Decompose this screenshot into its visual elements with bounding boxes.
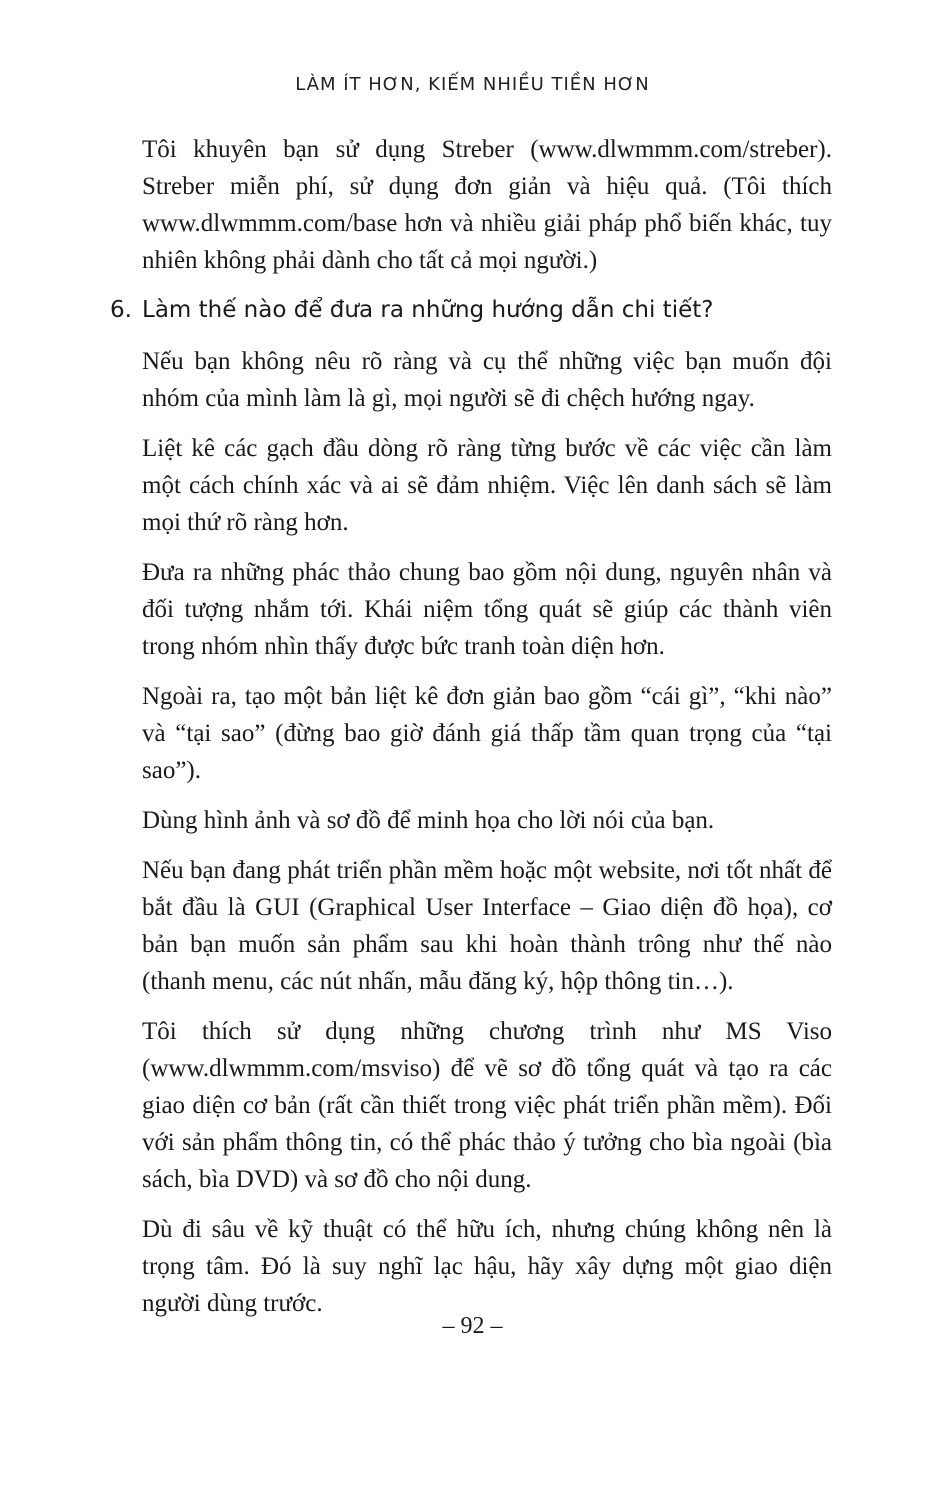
paragraph-technical-focus: Dù đi sâu về kỹ thuật có thể hữu ích, nhưng chúng không nên là trọng tâm. Đó là suy nghĩ lạc hậu, hãy xây dựng một giao diện người dùng trước. <box>142 1216 832 1317</box>
paragraph-streber-recommendation: Tôi khuyên bạn sử dụng Streber (www.dlwmmm.com/streber). Streber miễn phí, sử dụng đơn giản và hiệu quả. (Tôi thích www.dlwmmm.com/base hơn và nhiều giải pháp phổ biến khác, tuy nhiên không phải dành cho tất cả mọi người.) <box>142 136 832 274</box>
page-body <box>110 131 832 1335</box>
paragraph-gui: Nếu bạn đang phát triển phần mềm hoặc một website, nơi tốt nhất để bắt đầu là GUI (Graphical User Interface – Giao diện đồ họa), cơ bản bạn muốn sản phẩm sau khi hoàn thành trông như thế nào (thanh menu, các nút nhấn, mẫu đăng ký, hộp thông tin…). <box>142 857 832 995</box>
paragraph-general-outline: Đưa ra những phác thảo chung bao gồm nội dung, nguyên nhân và đối tượng nhắm tới. Khái niệm tổng quát sẽ giúp các thành viên trong nhóm nhìn thấy được bức tranh toàn diện hơn. <box>142 559 832 660</box>
paragraph-ms-viso: Tôi thích sử dụng những chương trình như MS Viso (www.dlwmmm.com/msviso) để vẽ sơ đồ tổng quát và tạo ra các giao diện cơ bản (rất cần thiết trong việc phát triển phần mềm). Đối với sản phẩm thông tin, có thể phác thảo ý tưởng cho bìa ngoài (bìa sách, bìa DVD) và sơ đồ cho nội dung. <box>142 1018 832 1193</box>
section-heading <box>110 292 832 329</box>
page-number: – 92 – <box>442 1313 503 1339</box>
section-title: Làm thế nào để đưa ra những hướng dẫn chi tiết? <box>142 297 714 323</box>
paragraph-images-diagrams: Dùng hình ảnh và sơ đồ để minh họa cho lời nói của bạn. <box>142 807 715 834</box>
paragraph-clear-instructions: Nếu bạn không nêu rõ ràng và cụ thể những việc bạn muốn đội nhóm của mình làm là gì, mọi người sẽ đi chệch hướng ngay. <box>142 348 832 412</box>
paragraph-what-when-why: Ngoài ra, tạo một bản liệt kê đơn giản bao gồm “cái gì”, “khi nào” và “tại sao” (đừng bao giờ đánh giá thấp tầm quan trọng của “tại sao”). <box>142 683 832 784</box>
running-header: LÀM ÍT HƠN, KIẾM NHIỀU TIỀN HƠN <box>295 74 650 95</box>
paragraph-bullet-list: Liệt kê các gạch đầu dòng rõ ràng từng bước về các việc cần làm một cách chính xác và ai sẽ đảm nhiệm. Việc lên danh sách sẽ làm mọi thứ rõ ràng hơn. <box>142 435 832 536</box>
section-number: 6. <box>110 297 132 323</box>
